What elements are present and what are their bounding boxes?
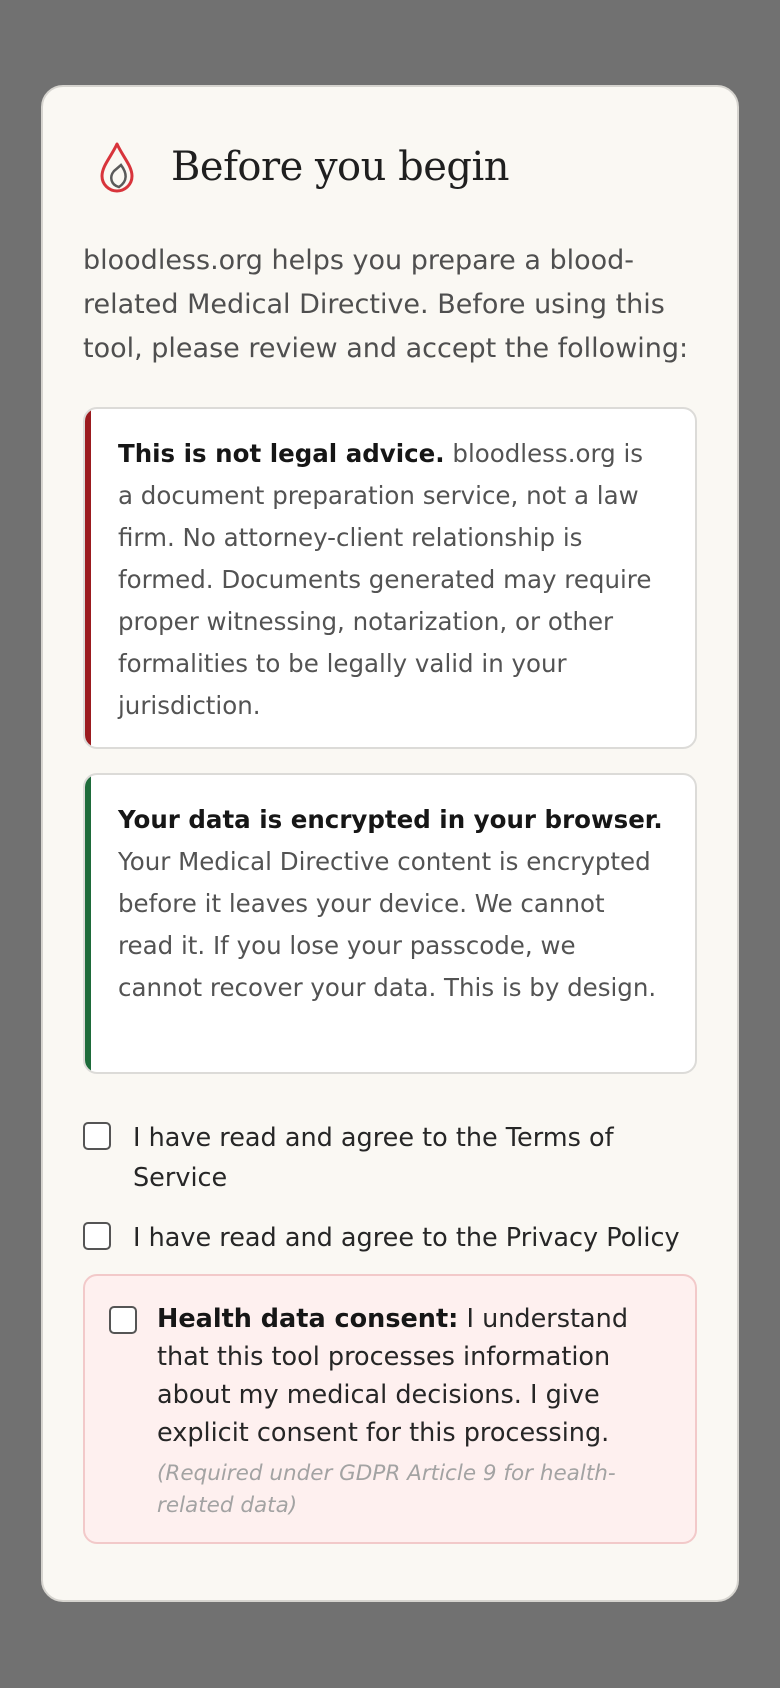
intro-text: bloodless.org helps you prepare a blood-related Medical Directive. Before using this tool, please review and accept the following: bbox=[83, 245, 689, 364]
health-data-consent-box[interactable] bbox=[83, 1274, 697, 1544]
dialog-header bbox=[83, 129, 697, 205]
legal-notice-body: bloodless.org is a document preparation service, not a law firm. No attorney-client relationship is formed. Documents generated may require proper witnessing, notarization, or other formalities to be legally valid in your jurisdiction. bbox=[118, 439, 652, 720]
encryption-notice bbox=[83, 773, 697, 1074]
gdpr-note: (Required under GDPR Article 9 for health-related data) bbox=[157, 1461, 616, 1518]
consent-dialog bbox=[41, 85, 739, 1602]
health-consent-text[interactable] bbox=[157, 1300, 671, 1522]
encryption-notice-heading: Your data is encrypted in your browser. bbox=[118, 805, 663, 834]
health-consent-checkbox[interactable] bbox=[109, 1306, 137, 1334]
dialog-title: Before you begin bbox=[171, 144, 510, 190]
privacy-policy-label[interactable]: I have read and agree to the Privacy Policy bbox=[133, 1223, 680, 1253]
terms-consent-row[interactable] bbox=[83, 1118, 697, 1198]
blood-drop-icon bbox=[89, 137, 145, 197]
legal-notice bbox=[83, 407, 697, 749]
health-consent-heading: Health data consent: bbox=[157, 1304, 459, 1334]
health-consent-body: I understand that this tool processes information about my medical decisions. I give explicit consent for this processing. bbox=[157, 1304, 629, 1448]
terms-label[interactable]: I have read and agree to the Terms of Service bbox=[133, 1123, 614, 1193]
privacy-policy-consent-row[interactable] bbox=[83, 1218, 697, 1258]
privacy-policy-checkbox[interactable] bbox=[83, 1222, 111, 1250]
legal-notice-heading: This is not legal advice. bbox=[118, 439, 445, 468]
terms-checkbox[interactable] bbox=[83, 1122, 111, 1150]
encryption-notice-body: Your Medical Directive content is encrypted before it leaves your device. We cannot read it. If you lose your passcode, we cannot recover your data. This is by design. bbox=[118, 847, 657, 1002]
